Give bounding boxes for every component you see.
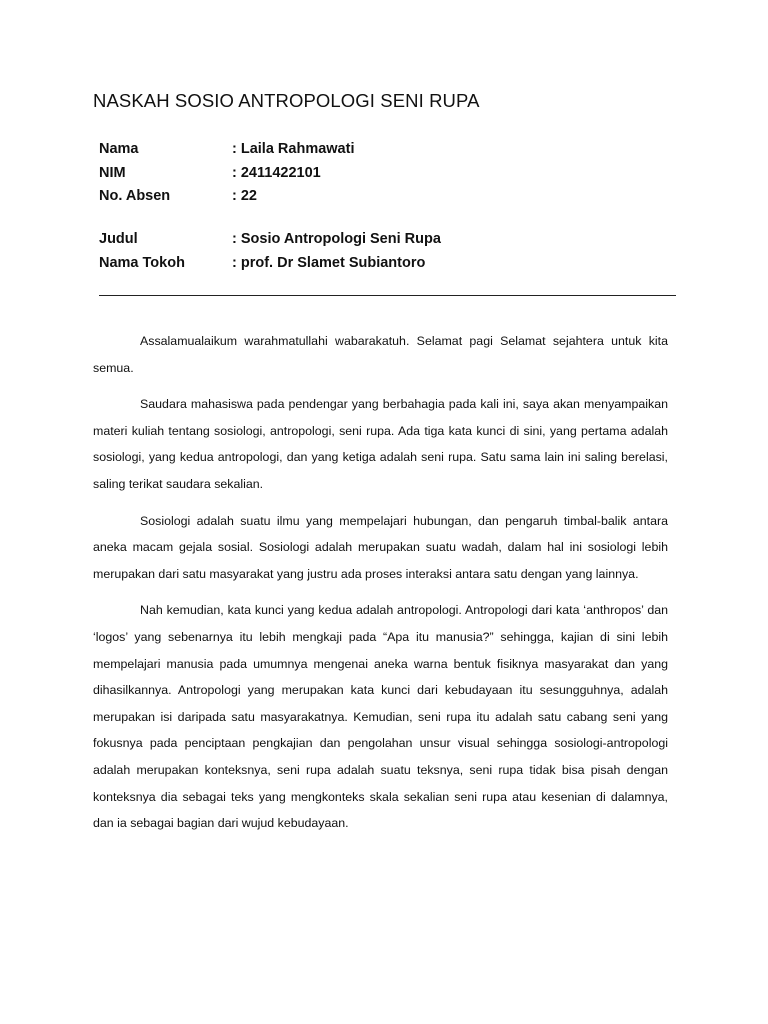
- field-label-nama: Nama: [99, 141, 139, 157]
- paragraph-antropologi: Nah kemudian, kata kunci yang kedua adalah antropologi. Antropologi dari kata ‘anthropos’ dan ‘logos’ yang sebenarnya itu lebih mengkaji pada “Apa itu manusia?” sehingga, kajian di sini lebih mempelajari manusia pada umumnya mengenai aneka warna bentuk fisiknya masyarakat dan yang dihasilkannya. Antropologi yang merupakan kata kunci dari kebudayaan itu sesungguhnya, adalah merupakan isi daripada satu masyarakatnya. Kemudian, seni rupa itu adalah satu cabang seni yang fokusnya pada penciptaan pengkajian dan pengolahan unsur visual sehingga sosiologi-antropologi adalah merupakan konteksnya, seni rupa adalah suatu teksnya, seni rupa tidak bisa pisah dengan konteksnya dia sebagai teks yang mengkonteks skala sekalian seni rupa atau kesenian di dalamnya, dan ia sebagai bagian dari wujud kebudayaan.: [93, 603, 668, 831]
- field-value-nim: : 2411422101: [232, 164, 321, 181]
- field-row-nama-tokoh: [99, 252, 599, 276]
- field-label-nama-tokoh: Nama Tokoh: [99, 254, 185, 271]
- paragraph-greeting: Assalamualaikum warahmatullahi wabarakatuh. Selamat pagi Selamat sejahtera untuk kita semua.: [93, 334, 668, 375]
- divider-line: [99, 295, 676, 296]
- field-label-no-absen: No. Absen: [99, 188, 171, 204]
- field-value-judul: : Sosio Antropologi Seni Rupa: [232, 231, 441, 247]
- field-row-nama: [99, 138, 599, 162]
- paragraph-sosiologi: Sosiologi adalah suatu ilmu yang mempelajari hubungan, dan pengaruh timbal-balik antara aneka macam gejala sosial. Sosiologi adalah merupakan suatu wadah, dalam hal ini sosiologi lebih merupakan dari satu masyarakat yang justru ada proses interaksi antara satu dengan yang lainnya.: [93, 513, 668, 581]
- paragraph-introduction: Saudara mahasiswa pada pendengar yang berbahagia pada kali ini, saya akan menyampaikan materi kuliah tentang sosiologi, antropologi, seni rupa. Ada tiga kata kunci di sini, yang pertama adalah sosiologi, yang kedua antropologi, dan yang ketiga adalah seni rupa. Satu sama lain ini saling berelasi, saling terikat saudara sekalian.: [93, 397, 668, 491]
- field-label-nim: NIM: [99, 164, 126, 181]
- topic-fields: [99, 228, 599, 275]
- body-text: [93, 328, 668, 847]
- field-row-no-absen: [99, 185, 599, 209]
- field-value-no-absen: : 22: [232, 188, 257, 204]
- identity-fields: [99, 138, 599, 209]
- field-row-nim: [99, 162, 599, 186]
- field-row-judul: [99, 228, 599, 252]
- field-value-nama-tokoh: : prof. Dr Slamet Subiantoro: [232, 254, 426, 271]
- document-title: NASKAH SOSIO ANTROPOLOGI SENI RUPA: [93, 90, 480, 111]
- field-label-judul: Judul: [99, 231, 138, 247]
- field-value-nama: : Laila Rahmawati: [232, 141, 355, 157]
